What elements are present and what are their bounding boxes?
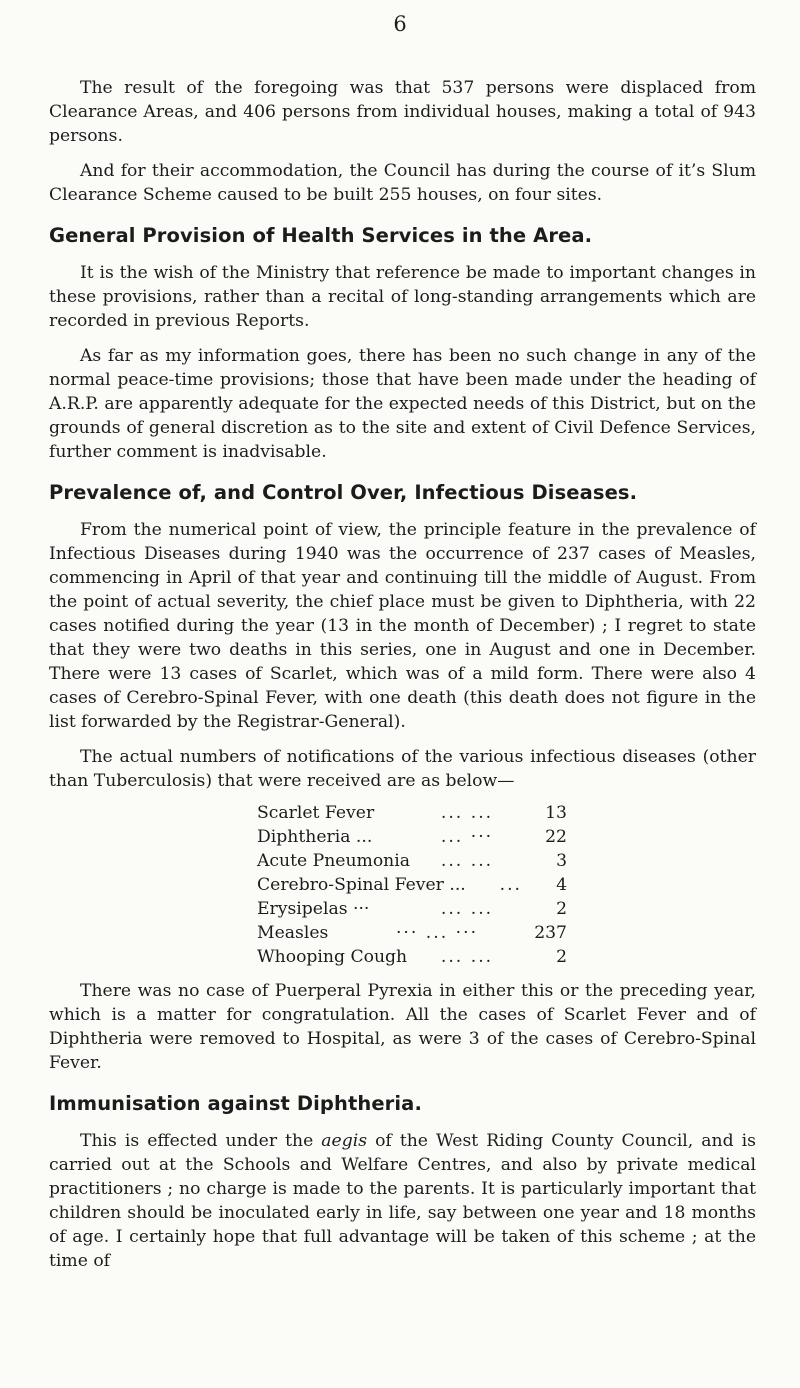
- immunisation-text-end: of the West Riding County Council, and is carried out at the Schools and Welfare Centres, and also by private medical practitioners ; no charge is made to the parents. It is particularly important that children should be inoculated early in life, say between one year and 18 months of age. I certainly hope that full advantage will be taken of this scheme ; at the time of: [49, 1131, 756, 1271]
- table-row: [257, 945, 577, 969]
- page-body: [49, 76, 756, 1284]
- disease-name: Erysipelas ···: [257, 899, 370, 919]
- case-count: 2: [556, 947, 567, 967]
- paragraph-immunisation: [49, 1129, 756, 1273]
- heading-general-provision: General Provision of Health Services in the Area.: [49, 224, 593, 247]
- table-row: [257, 825, 577, 849]
- case-count: 22: [545, 827, 567, 847]
- paragraph-ministry-wish: It is the wish of the Ministry that reference be made to important changes in these provisions, rather than a recital of long-standing arrangements which are recorded in previous Reports.: [49, 263, 756, 331]
- aegis-italic: aegis: [321, 1131, 368, 1151]
- paragraph-information: As far as my information goes, there has been no such change in any of the normal peace-time provisions; those that have been made under the heading of A.R.P. are apparently adequate for the expected needs of this District, but on the grounds of general discretion as to the site and extent of Civil Defence Services, further comment is inadvisable.: [49, 346, 756, 462]
- heading-immunisation: Immunisation against Diphtheria.: [49, 1092, 422, 1115]
- disease-name: Whooping Cough: [257, 947, 408, 967]
- leader-dots: ... ...: [440, 947, 494, 967]
- table-row: [257, 801, 577, 825]
- table-row: [257, 873, 577, 897]
- paragraph-accommodation: And for their accommodation, the Council has during the course of it’s Slum Clearance Scheme caused to be built 255 houses, on four sites.: [49, 161, 756, 205]
- table-row: [257, 921, 577, 945]
- page-number: 6: [393, 12, 407, 36]
- paragraph-numerical-view: From the numerical point of view, the principle feature in the prevalence of Infectious Diseases during 1940 was the occurrence of 237 cases of Measles, commencing in April of that year and continuing till the middle of August. From the point of actual severity, the chief place must be given to Diphtheria, with 22 cases notified during the year (13 in the month of December) ; I regret to state that they were two deaths in this series, one in August and one in December. There were 13 cases of Scarlet, which was of a mild form. There were also 4 cases of Cerebro-Spinal Fever, with one death (this death does not figure in the list forwarded by the Registrar-General).: [49, 520, 756, 732]
- leader-dots: ... ···: [440, 827, 494, 847]
- disease-name: Diphtheria ...: [257, 827, 373, 847]
- case-count: 3: [556, 851, 567, 871]
- paragraph-displaced-persons: The result of the foregoing was that 537 persons were displaced from Clearance Areas, and 406 persons from individual houses, making a total of 943 persons.: [49, 78, 756, 146]
- disease-name: Scarlet Fever: [257, 803, 375, 823]
- case-count: 13: [545, 803, 567, 823]
- disease-name: Measles: [257, 923, 329, 943]
- table-row: [257, 897, 577, 921]
- leader-dots: ... ...: [440, 851, 494, 871]
- table-row: [257, 849, 577, 873]
- case-count: 237: [534, 923, 567, 943]
- disease-name: Cerebro-Spinal Fever ...: [257, 875, 466, 895]
- heading-prevalence: Prevalence of, and Control Over, Infectious Diseases.: [49, 481, 638, 504]
- immunisation-text-start: This is effected under the: [80, 1131, 322, 1151]
- case-count: 4: [556, 875, 567, 895]
- case-count: 2: [556, 899, 567, 919]
- leader-dots: ... ...: [440, 899, 494, 919]
- paragraph-notifications-intro: The actual numbers of notifications of the various infectious diseases (other than Tuberculosis) that were received are as below—: [49, 747, 756, 791]
- leader-dots: ...: [499, 875, 522, 895]
- disease-name: Acute Pneumonia: [257, 851, 410, 871]
- leader-dots: ... ...: [440, 803, 494, 823]
- leader-dots: ··· ... ···: [395, 923, 479, 943]
- paragraph-puerperal-pyrexia: There was no case of Puerperal Pyrexia in either this or the preceding year, which is a matter for congratulation. All the cases of Scarlet Fever and of Diphtheria were removed to Hospital, as were 3 of the cases of Cerebro-Spinal Fever.: [49, 981, 756, 1073]
- notifications-table: [257, 801, 577, 969]
